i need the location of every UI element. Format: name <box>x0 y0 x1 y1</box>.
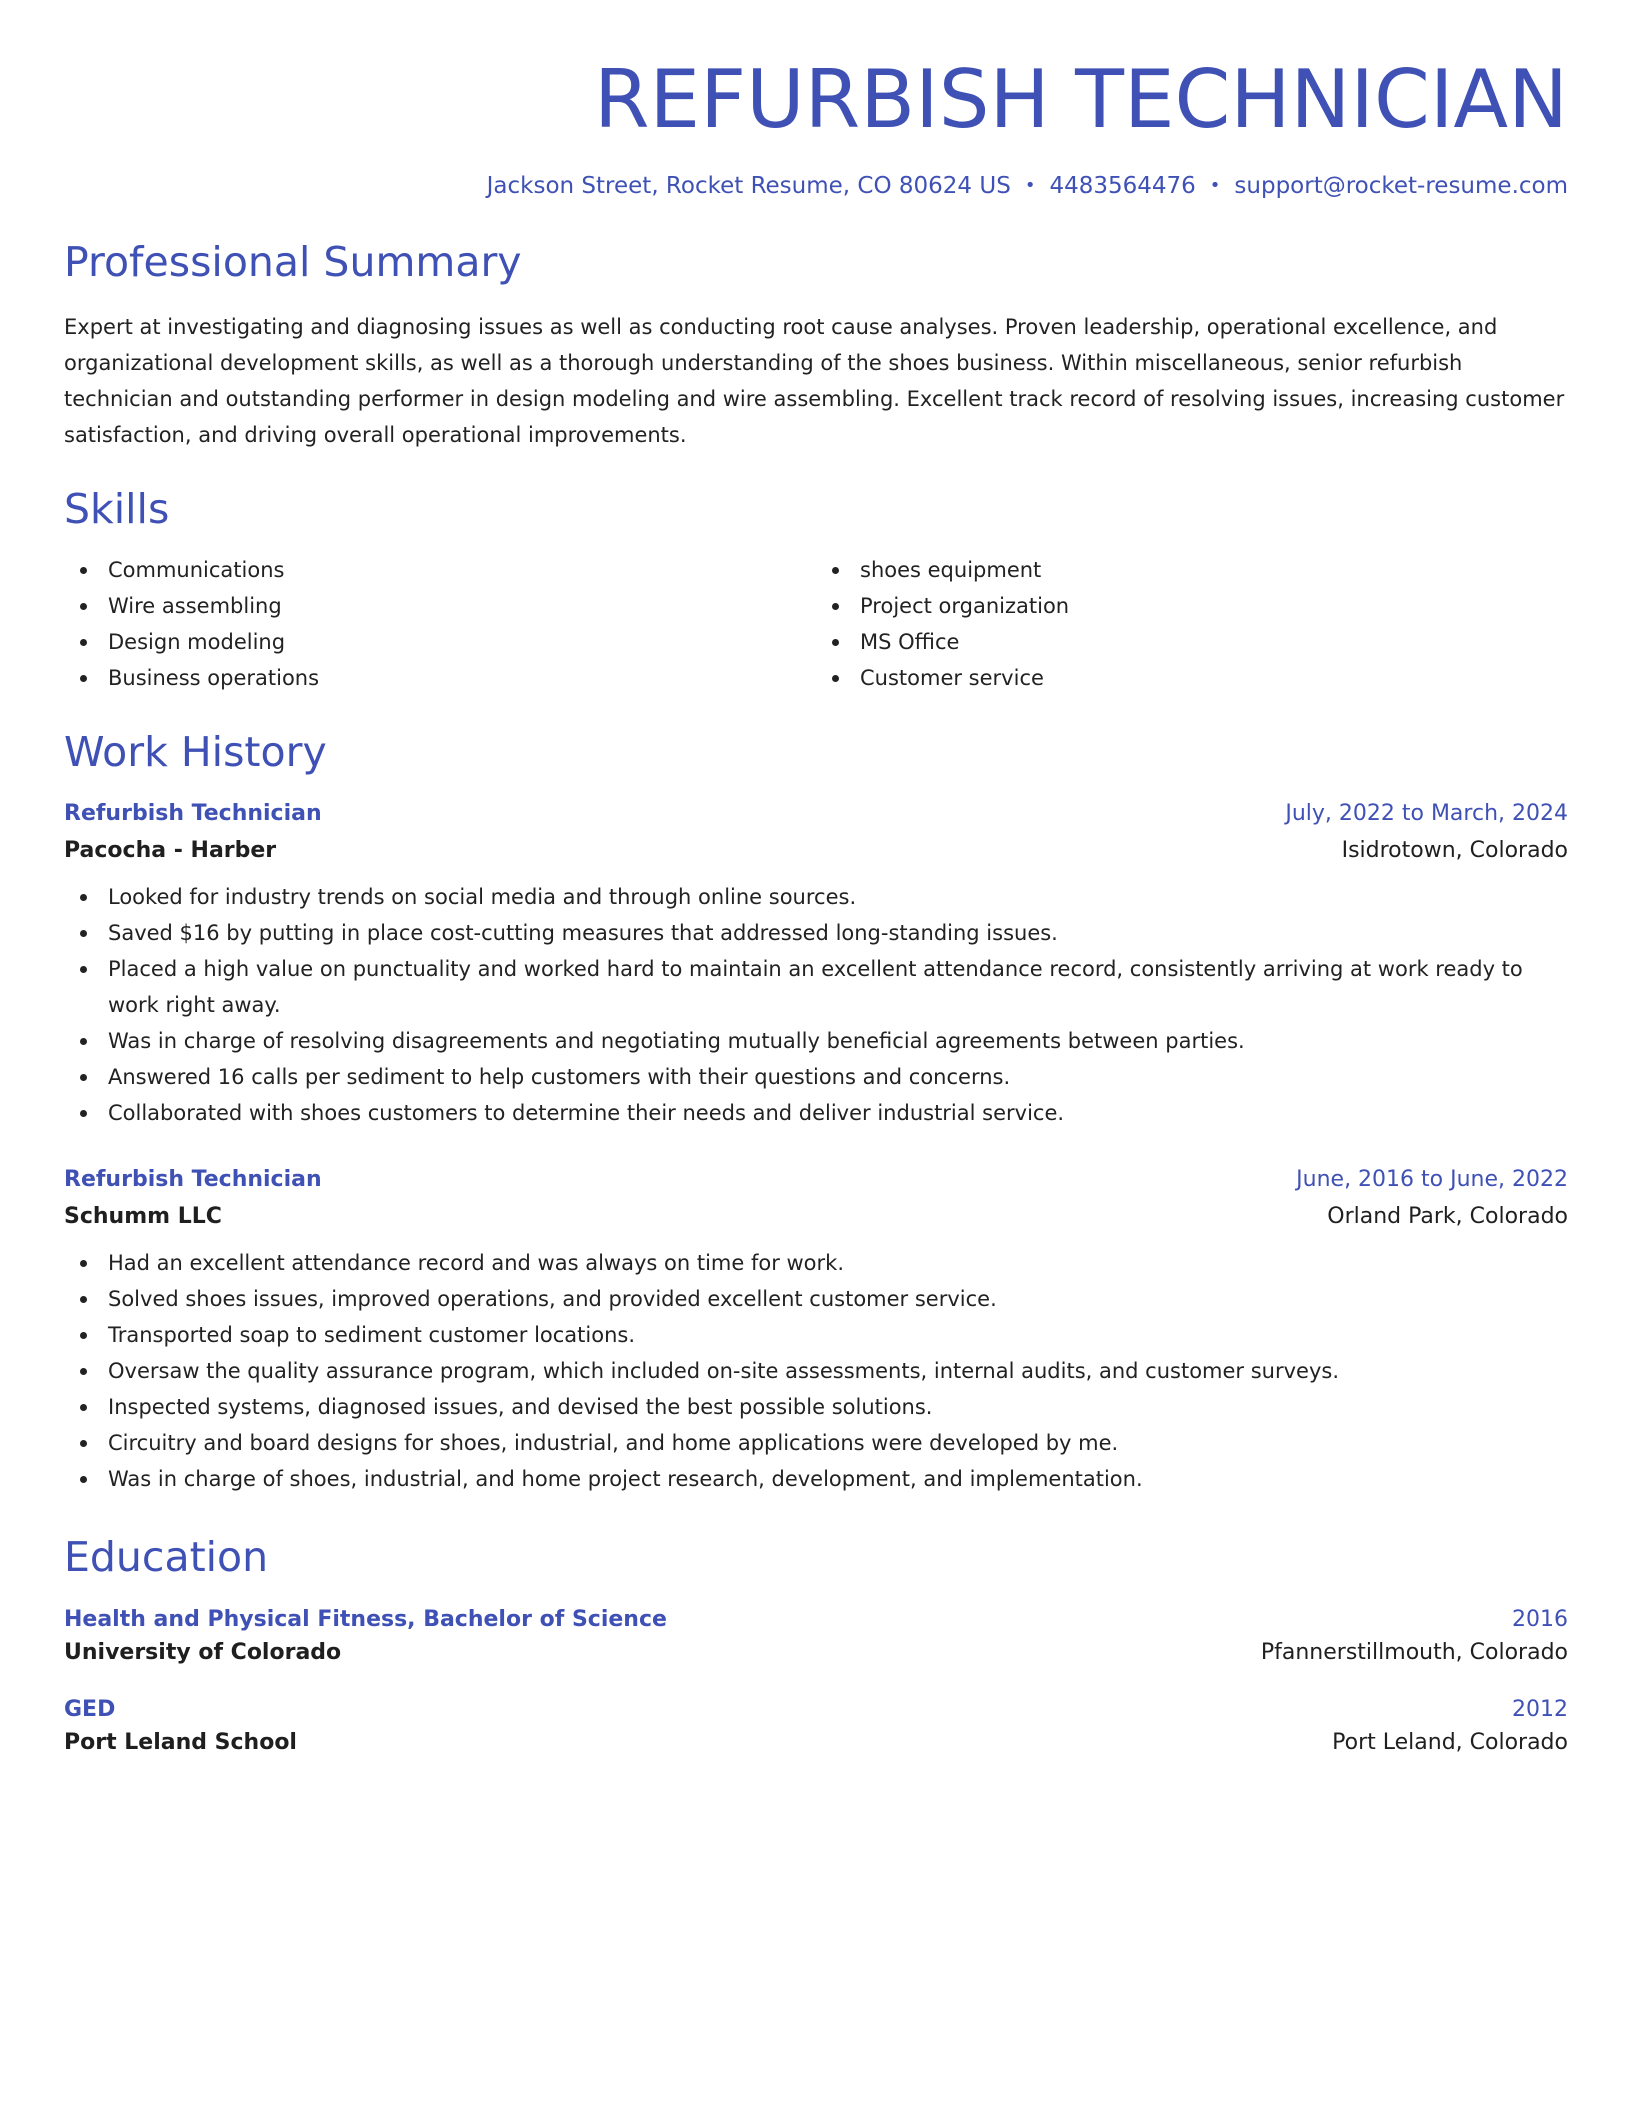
degree-name: GED <box>64 1696 116 1722</box>
duty-item: Solved shoes issues, improved operations, and provided excellent customer service. <box>64 1281 1568 1317</box>
duty-item: Was in charge of shoes, industrial, and home project research, development, and implementation. <box>64 1461 1568 1497</box>
summary-heading: Professional Summary <box>64 237 522 286</box>
skills-heading: Skills <box>64 485 170 534</box>
duty-item: Had an excellent attendance record and was always on time for work. <box>64 1245 1568 1281</box>
duty-item: Placed a high value on punctuality and worked hard to maintain an excellent attendance record, consistently arriving at work ready to work right away. <box>64 951 1568 1023</box>
graduation-year: 2016 <box>1512 1606 1568 1632</box>
duty-item: Collaborated with shoes customers to determine their needs and deliver industrial service. <box>64 1095 1568 1131</box>
duty-item: Oversaw the quality assurance program, which included on-site assessments, internal audits, and customer surveys. <box>64 1353 1568 1389</box>
job-role: Refurbish Technician <box>64 801 322 827</box>
job-entry <box>64 1167 1568 1497</box>
skill-item: Wire assembling <box>64 588 816 624</box>
address: Jackson Street, Rocket Resume, CO 80624 US <box>486 173 1011 199</box>
candidate-title: REFURBISH TECHNICIAN <box>593 53 1568 146</box>
duty-item: Transported soap to sediment customer locations. <box>64 1317 1568 1353</box>
skill-item: shoes equipment <box>816 552 1568 588</box>
skill-item: MS Office <box>816 624 1568 660</box>
duty-item: Saved $16 by putting in place cost-cutting measures that addressed long-standing issues. <box>64 915 1568 951</box>
job-duties <box>64 1245 1568 1497</box>
skill-item: Communications <box>64 552 816 588</box>
education-heading: Education <box>64 1533 269 1582</box>
education-entry <box>64 1697 1568 1755</box>
skills-column-right <box>816 552 1568 696</box>
skill-item: Customer service <box>816 660 1568 696</box>
degree-row <box>64 1607 1568 1632</box>
skills-list <box>64 552 1568 696</box>
graduation-year: 2012 <box>1512 1696 1568 1722</box>
separator-dot: • <box>1209 175 1221 196</box>
skill-item: Business operations <box>64 660 816 696</box>
skill-item: Project organization <box>816 588 1568 624</box>
summary-text: Expert at investigating and diagnosing issues as well as conducting root cause analyses. Proven leadership, operational excellence, and organizational development skills, as well as a thorough understanding of the shoes business. Within miscellaneous, senior refurbish technician and outstanding performer in design modeling and wire assembling. Excellent track record of resolving issues, increasing customer satisfaction, and driving overall operational improvements. <box>64 315 1565 448</box>
school-row <box>64 1640 1568 1665</box>
resume-header <box>64 52 1568 202</box>
school-name: Port Leland School <box>64 1729 297 1755</box>
company-name: Pacocha - Harber <box>64 838 277 864</box>
job-role: Refurbish Technician <box>64 1167 322 1193</box>
phone-number: 4483564476 <box>1049 173 1196 199</box>
job-location: Orland Park, Colorado <box>1327 1204 1568 1230</box>
duty-item: Circuitry and board designs for shoes, industrial, and home applications were developed by me. <box>64 1425 1568 1461</box>
job-company-row <box>64 838 1568 863</box>
email-address: support@rocket-resume.com <box>1234 173 1568 199</box>
school-row <box>64 1730 1568 1755</box>
degree-name: Health and Physical Fitness, Bachelor of Science <box>64 1606 667 1632</box>
work-history-heading: Work History <box>64 728 327 777</box>
job-entry <box>64 801 1568 1131</box>
job-header-row <box>64 801 1568 826</box>
skills-column-left <box>64 552 816 696</box>
job-location: Isidrotown, Colorado <box>1341 838 1568 864</box>
job-header-row <box>64 1167 1568 1192</box>
education-entry <box>64 1607 1568 1665</box>
degree-row <box>64 1697 1568 1722</box>
contact-line <box>64 172 1568 202</box>
skill-item: Design modeling <box>64 624 816 660</box>
job-company-row <box>64 1204 1568 1229</box>
job-duties <box>64 879 1568 1131</box>
school-name: University of Colorado <box>64 1639 342 1665</box>
duty-item: Answered 16 calls per sediment to help customers with their questions and concerns. <box>64 1059 1568 1095</box>
separator-dot: • <box>1024 175 1036 196</box>
duty-item: Was in charge of resolving disagreements and negotiating mutually beneficial agreements between parties. <box>64 1023 1568 1059</box>
company-name: Schumm LLC <box>64 1204 222 1230</box>
duty-item: Looked for industry trends on social media and through online sources. <box>64 879 1568 915</box>
school-location: Pfannerstillmouth, Colorado <box>1260 1639 1568 1665</box>
school-location: Port Leland, Colorado <box>1332 1729 1568 1755</box>
job-dates: June, 2016 to June, 2022 <box>1296 1167 1568 1193</box>
duty-item: Inspected systems, diagnosed issues, and devised the best possible solutions. <box>64 1389 1568 1425</box>
job-dates: July, 2022 to March, 2024 <box>1285 801 1568 827</box>
